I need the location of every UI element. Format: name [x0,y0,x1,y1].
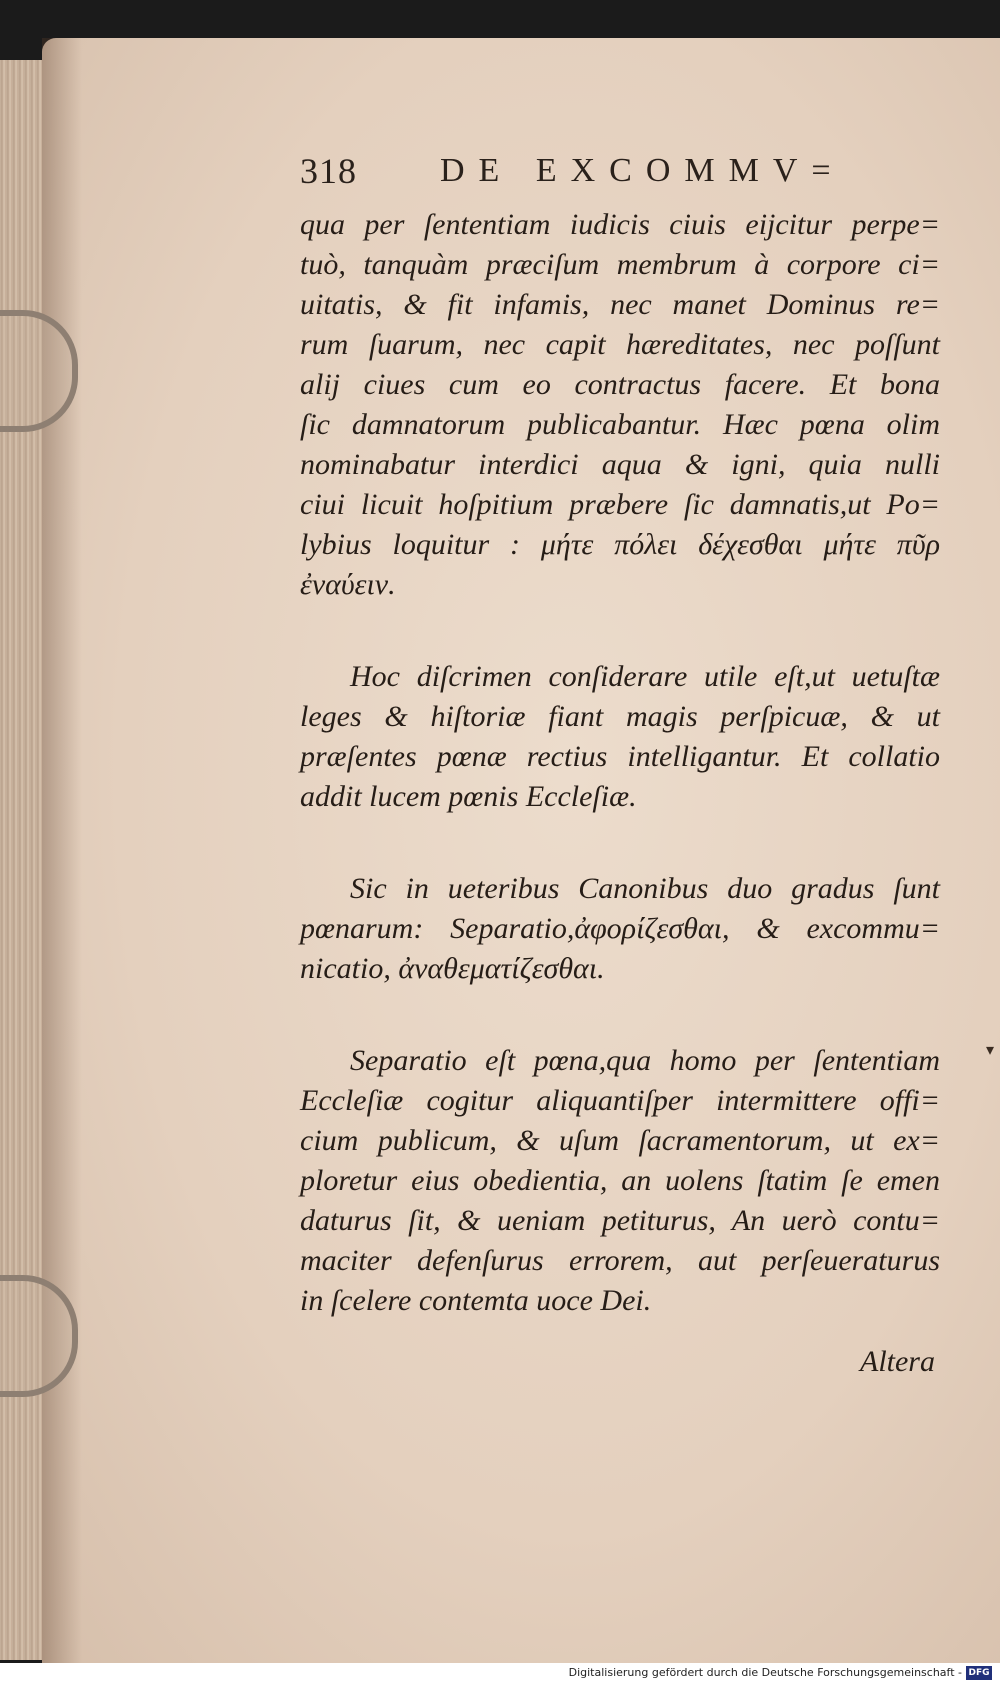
page-number: 318 [300,151,357,191]
text-line: daturus ſit, & ueniam petiturus, An uerò contu= [300,1204,940,1237]
text-line: leges & hiſtoriæ fiant magis perſpicuæ, & ut [300,700,940,733]
dfg-logo: DFG [966,1666,992,1680]
text-line: alij ciues cum eo contractus facere. Et bona [300,368,940,401]
catchword: Altera [860,1345,935,1378]
text-line: in ſcelere contemta uoce Dei. [300,1284,652,1317]
text-line: pœnarum: Separatio,ἀφορίζεσθαι, & excommu= [300,912,940,945]
text-line: Separatio eſt pœna,qua homo per ſententiam [350,1044,940,1077]
margin-mark: ▾ [986,1042,995,1059]
text-line: nominabatur interdici aqua & igni, quia nulli [300,448,940,481]
running-head: DE EXCOMMV= [440,152,845,189]
text-line: qua per ſententiam iudicis ciuis eijcitur perpe= [300,208,940,241]
body-text [300,205,940,1321]
text-line: lybius loquitur : μήτε πόλει δέχεσθαι μήτε πῦρ [300,528,940,561]
text-line: nicatio, ἀναθεματίζεσθαι. [300,952,605,985]
text-line: Sic in ueteribus Canonibus duo gradus ſunt [350,872,940,905]
text-line: rum ſuarum, nec capit hæreditates, nec poſſunt [300,328,940,361]
text-line: uitatis, & fit infamis, nec manet Dominus re= [300,288,940,321]
text-line: cium publicum, & uſum ſacramentorum, ut ex= [300,1124,940,1157]
footer-credit: Digitalisierung gefördert durch die Deutsche Forschungsgemeinschaft - [568,1666,962,1679]
text-line: ἐναύειν. [300,568,396,601]
text-line: maciter defenſurus errorem, aut perſeueraturus [300,1244,940,1277]
text-line: ploretur eius obedientia, an uolens ſtatim ſe emen [300,1164,940,1197]
text-line: Hoc diſcrimen conſiderare utile eſt,ut uetuſtæ [350,660,940,693]
text-line: addit lucem pœnis Eccleſiæ. [300,780,637,813]
gutter-shadow [42,38,82,1663]
text-line: ſic damnatorum publicabantur. Hæc pœna olim [300,408,940,441]
page-header [300,150,920,198]
book-page-edges [0,60,48,1660]
text-line: præſentes pœnæ rectius intelligantur. Et collatio [300,740,940,773]
text-line: ciui licuit hoſpitium præbere ſic damnatis,ut Po= [300,488,940,521]
text-line: Eccleſiæ cogitur aliquantiſper intermittere offi= [300,1084,940,1117]
text-line: tuò, tanquàm præciſum membrum à corpore ci= [300,248,940,281]
